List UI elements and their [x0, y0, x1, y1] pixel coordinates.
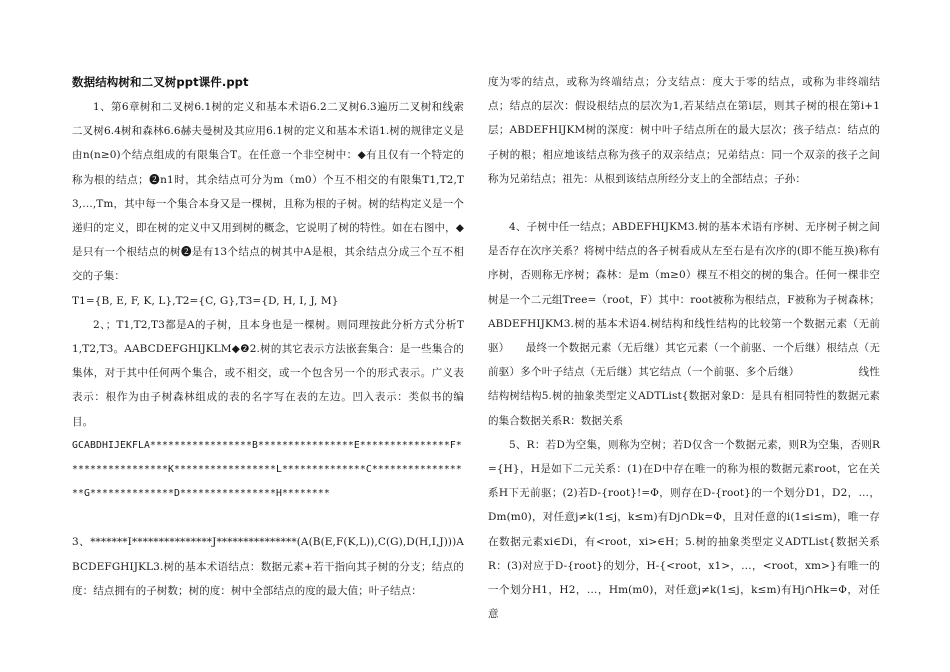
spacer: [488, 191, 880, 215]
right-column: [488, 70, 880, 626]
paragraph-1: 1、第6章树和二叉树6.1树的定义和基本术语6.2二叉树6.3遍历二叉树和线索二叉树6.4树和森林6.6赫夫曼树及其应用6.1树的定义和基本术语1.树的规律定义是由n(n≥0)个结点组成的有限集合T。在任意一个非空树中：◆有且仅有一个特定的称为根的结点；❷n1时，其余结点可分为m（m0）个互不相交的有限集T1,T2,T3,…,Tm，其中每一个集合本身又是一棵树，且称为根的子树。树的结构定义是一个递归的定义，即在树的定义中又用到树的概念，它说明了树的特性。如在右图中，◆是只有一个根结点的树❷是有13个结点的树其中A是根，其余结点分成三个互不相交的子集：: [72, 101, 464, 283]
paragraph-3: 3、*******I***************J***************(A(B(E,F(K,L)),C(G),D(H,I,J)))ABCDEFGHIJKL3.树的基本术语结点：数据元素+若干指向其子树的分支；结点的度：结点拥有的子树数；树的度：树中全部结点的度的最大值；叶子结点：: [72, 536, 464, 597]
paragraph-continued: 度为零的结点，或称为终端结点；分支结点：度大于零的结点，或称为非终端结点；结点的层次：假设根结点的层次为1,若某结点在第i层，则其子树的根在第i+1层；ABDEFHIJKM树的深度：树中叶子结点所在的最大层次；孩子结点：结点的子树的根；相应地该结点称为孩子的双亲结点；兄弟结点：同一个双亲的孩子之间称为兄弟结点；祖先：从根到该结点所经分支上的全部结点；子孙：: [488, 76, 880, 185]
spacer: [72, 506, 464, 530]
paragraph-5: 5、R：若D为空集，则称为空树；若D仅含一个数据元素，则R为空集，否则R={H}，H是如下二元关系：(1)在D中存在唯一的称为根的数据元素root，它在关系H下无前驱；(2)若D-{root}!=Φ，则存在D-{root}的一个划分D1，D2，…，Dm(m0)，对任意j≠k(1≤j，k≤m)有Dj∩Dk=Φ，且对任意的i(1≤i≤m)，唯一存在数据元素xi∈Di，有<root，xi>∈H；5.树的抽象类型定义ADTList{数据关系R：(3)对应于D-{root}的划分，H-{<root，x1>，…，<root，xm>}有唯一的一个划分H1，H2，…，Hm(m0)，对任意j≠k(1≤j，k≤m)有Hj∩Hk=Φ，对任意: [488, 438, 880, 621]
paragraph-4: 4、子树中任一结点；ABDEFHIJKM3.树的基本术语有序树、无序树子树之间是否存在次序关系？将树中结点的各子树看成从左至右是有次序的(即不能互换)称有序树，否则称无序树；森林：是m（m≥0）棵互不相交的树的集合。任何一棵非空树是一个二元组Tree=（root，F）其中：root被称为根结点，F被称为子树森林；ABDEFHIJKM3.树的基本术语4.树结构和线性结构的比较第一个数据元素（无前驱） 最终一个数据元素（无后继）其它元素（一个前驱、一个后继）根结点（无前驱）多个叶子结点（无后继）其它结点（一个前驱、多个后继） 线性结构树结构5.树的抽象类型定义ADTList{数据对象D：是具有相同特性的数据元素的集合数据关系R：数据关系: [488, 221, 880, 427]
paragraph-2: 2、；T1,T2,T3都是A的子树，且本身也是一棵树。则同理按此分析方式分析T1,T2,T3。AABCDEFGHIJKLM◆❷2.树的其它表示方法嵌套集合：是一些集合的集体，对于其中任何两个集合，或不相交，或一个包含另一个的形式表示。广义表表示：根作为由子树森林组成的表的名字写在表的左边。凹入表示：类似书的编目。: [72, 318, 464, 428]
indented-tree-text: GCABDHIJEKFLA*****************B****************E***************F*****************K*****************L**************C*****************G**************D****************H********: [72, 439, 462, 500]
document-title: 数据结构树和二叉树ppt课件.ppt: [72, 75, 249, 89]
left-column: [72, 70, 464, 603]
subset-line: T1={B, E, F, K, L},T2={C, G},T3={D, H, I, J, M}: [72, 294, 339, 307]
